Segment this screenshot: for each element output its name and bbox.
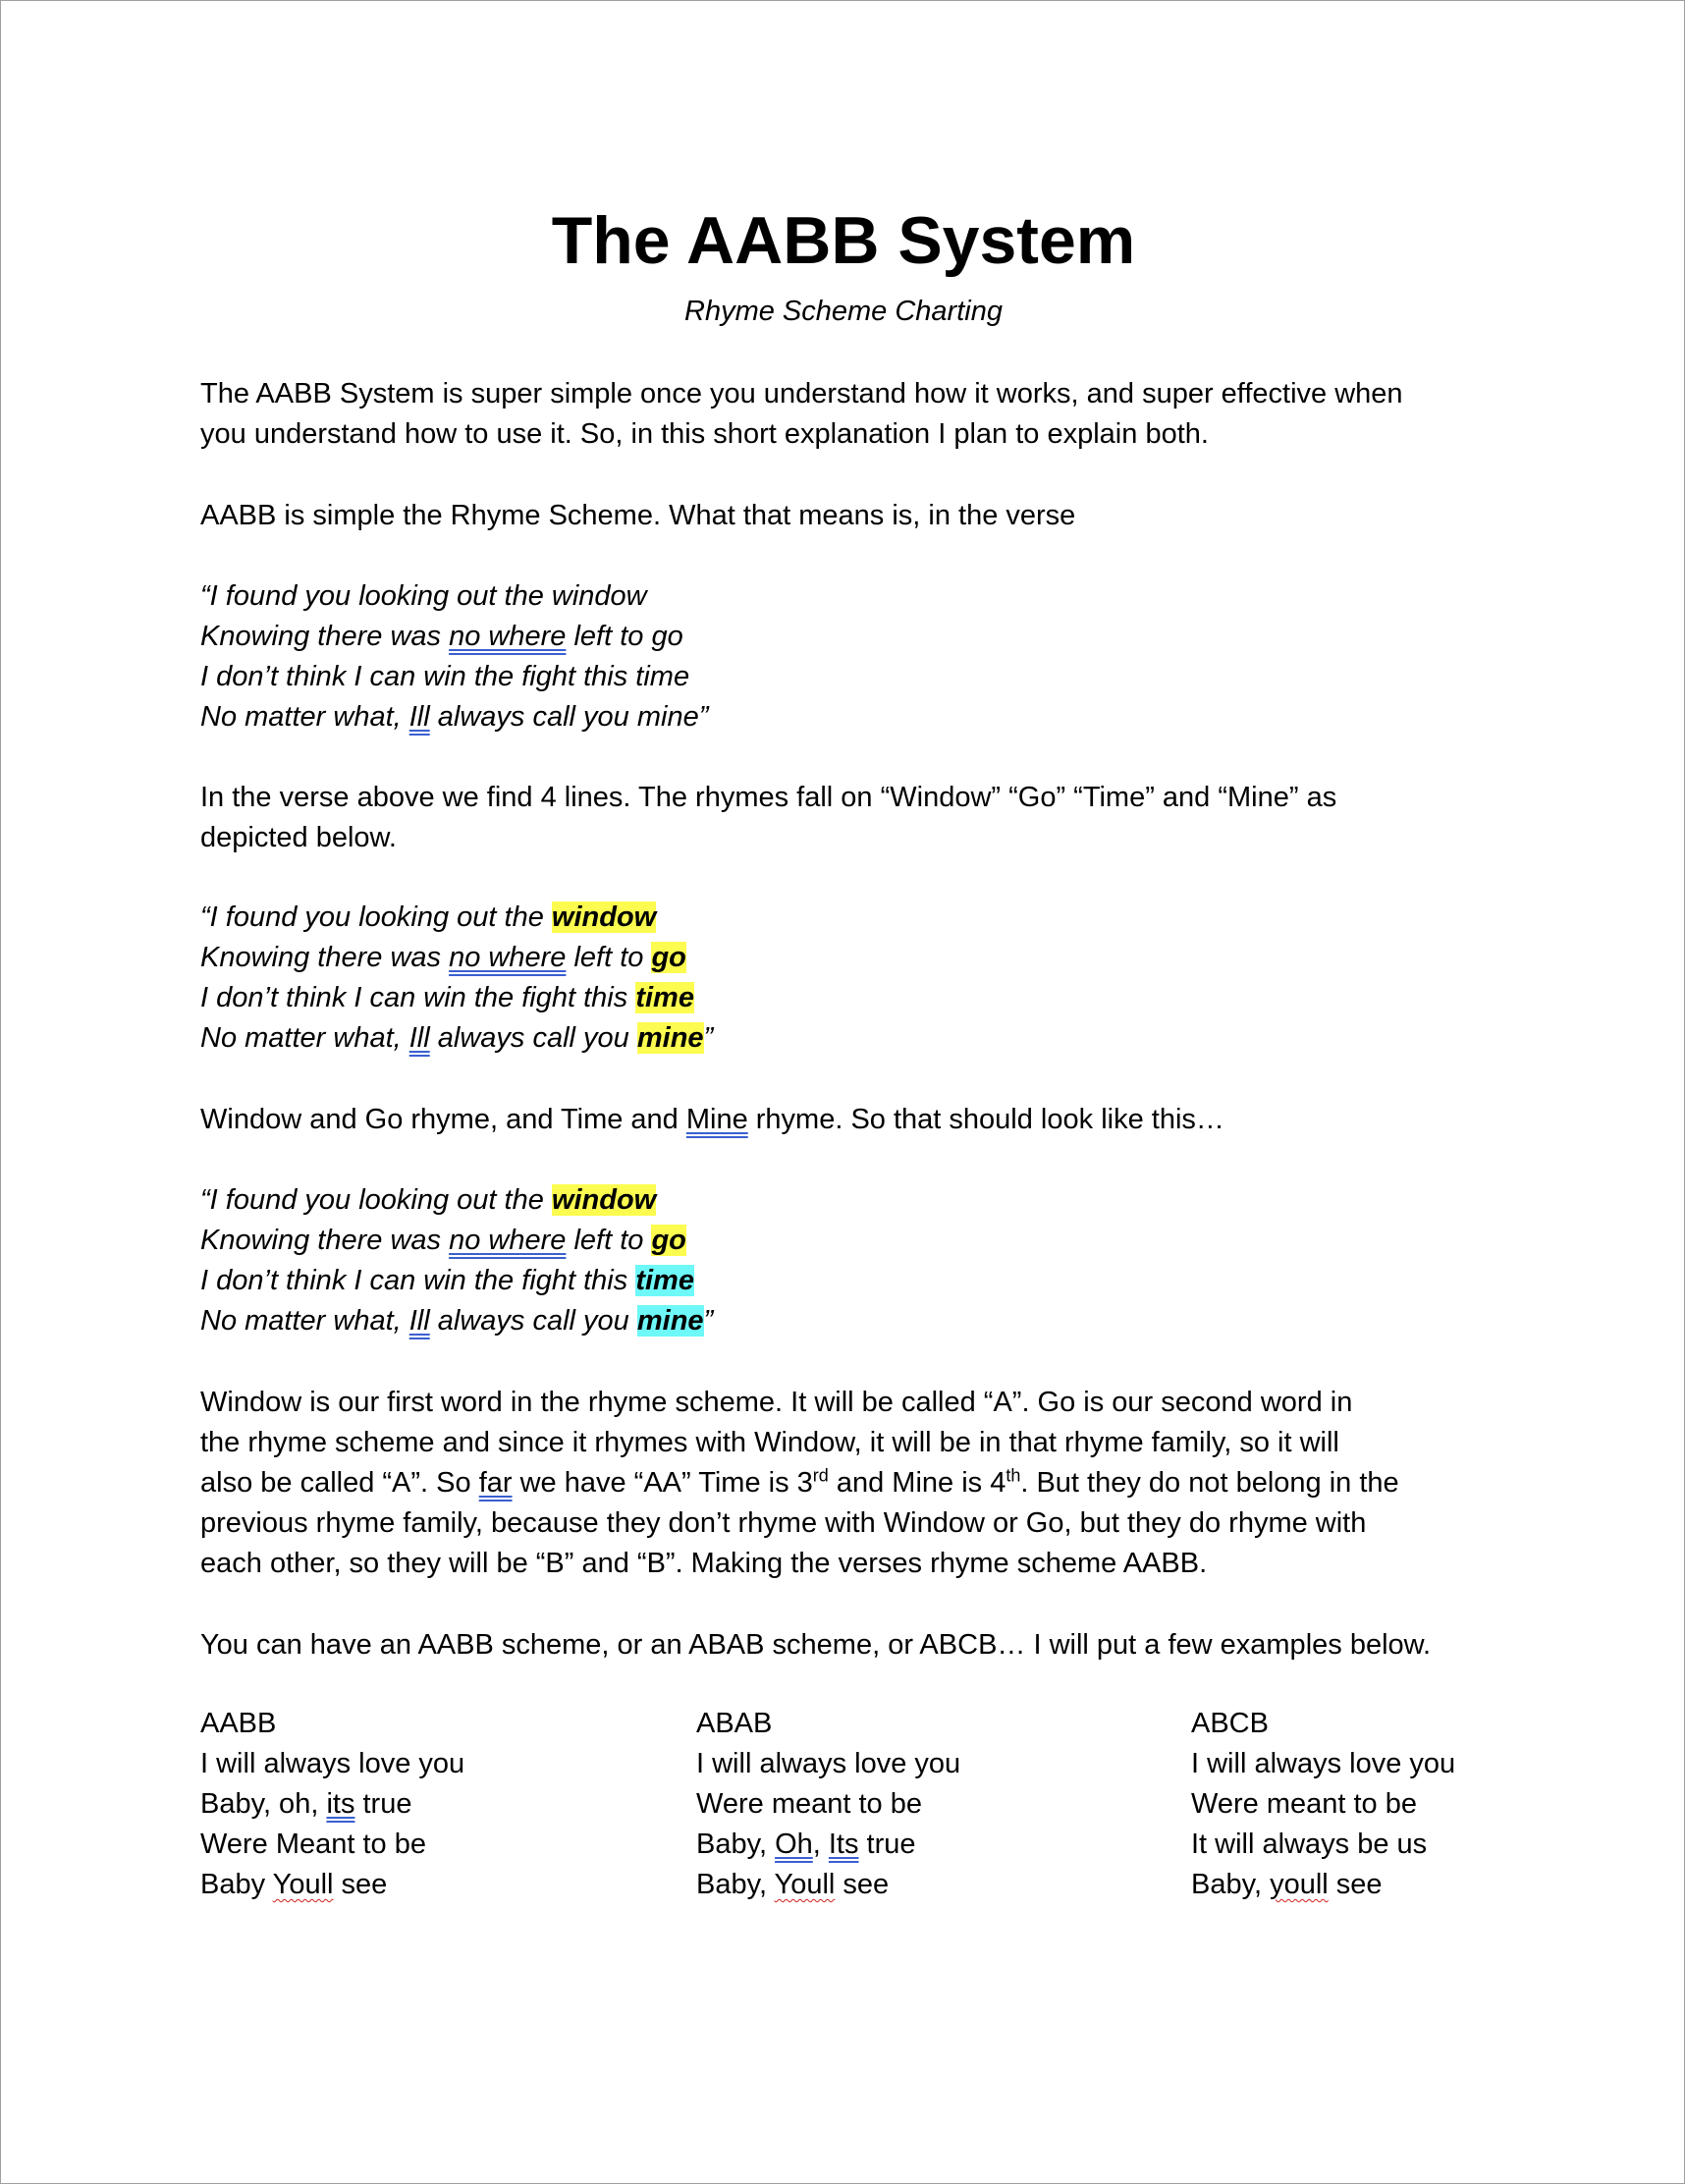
superscript: rd bbox=[812, 1465, 829, 1486]
text-run: No matter what, bbox=[200, 1305, 409, 1337]
text-run: left to bbox=[566, 1225, 652, 1256]
grammar-underlined-text: no where bbox=[449, 621, 567, 652]
text-line bbox=[200, 1423, 1399, 1463]
text-run: I will always love you bbox=[696, 1748, 961, 1779]
verse-color-coded bbox=[200, 1180, 713, 1341]
text-run: Knowing there was bbox=[200, 1225, 450, 1256]
document-subtitle: Rhyme Scheme Charting bbox=[684, 296, 1003, 327]
grammar-underlined-text: Mine bbox=[685, 1104, 748, 1135]
text-run: . But they do not belong in the bbox=[1020, 1467, 1399, 1499]
text-line bbox=[200, 818, 1336, 858]
text-run: left to go bbox=[566, 621, 683, 652]
text-run: see bbox=[835, 1869, 890, 1900]
grammar-underlined-text: Ill bbox=[408, 1022, 430, 1054]
text-line bbox=[200, 1261, 713, 1301]
text-run: you understand how to use it. So, in this short explanation I plan to explain both. bbox=[200, 418, 1209, 450]
text-run: depicted below. bbox=[200, 822, 397, 853]
text-line bbox=[200, 374, 1403, 414]
text-run: AABB is simple the Rhyme Scheme. What that means is, in the verse bbox=[200, 500, 1076, 531]
spelling-error-text: Youll bbox=[272, 1869, 334, 1900]
text-run: previous rhyme family, because they don’t rhyme with Window or Go, but they do rhyme with bbox=[200, 1507, 1367, 1539]
text-run: No matter what, bbox=[200, 1022, 409, 1054]
text-run: Baby, bbox=[1191, 1869, 1271, 1900]
highlighted-rhyme-a: window bbox=[551, 1184, 657, 1216]
grammar-underlined-text: Ill bbox=[408, 701, 430, 733]
spelling-error-text: youll bbox=[1270, 1869, 1329, 1900]
text-run: In the verse above we find 4 lines. The rhymes fall on “Window” “Go” “Time” and “Mine” as bbox=[200, 782, 1337, 813]
text-run: Baby bbox=[200, 1869, 273, 1900]
definition-paragraph bbox=[200, 496, 1075, 536]
superscript: th bbox=[1006, 1465, 1021, 1486]
text-run: Were meant to be bbox=[1191, 1788, 1417, 1820]
text-line bbox=[200, 978, 713, 1018]
text-line bbox=[200, 1865, 464, 1905]
text-line bbox=[200, 1221, 713, 1261]
text-run: ABCB bbox=[1191, 1708, 1269, 1739]
text-run: I will always love you bbox=[200, 1748, 465, 1779]
text-line bbox=[200, 1463, 1399, 1503]
text-line bbox=[200, 414, 1403, 455]
spelling-error-text: Youll bbox=[774, 1869, 836, 1900]
grammar-underlined-text: far bbox=[478, 1467, 513, 1499]
example-column bbox=[200, 1704, 464, 1905]
text-line bbox=[200, 938, 713, 978]
text-run: Knowing there was bbox=[200, 942, 450, 973]
text-run: rhyme. So that should look like this… bbox=[747, 1104, 1224, 1135]
text-run: Baby, oh, bbox=[200, 1788, 327, 1820]
explanation-paragraph bbox=[200, 1383, 1399, 1584]
text-run: , bbox=[812, 1829, 829, 1860]
text-run: Window is our first word in the rhyme scheme. It will be called “A”. Go is our second word in bbox=[200, 1387, 1353, 1418]
text-run: ” bbox=[703, 1022, 714, 1054]
text-run: Were Meant to be bbox=[200, 1829, 426, 1860]
text-run: see bbox=[333, 1869, 388, 1900]
examples-intro-paragraph bbox=[200, 1625, 1431, 1665]
text-run: each other, so they will be “B” and “B”. Making the verses rhyme scheme AABB. bbox=[200, 1548, 1208, 1579]
text-line bbox=[200, 898, 713, 938]
text-line bbox=[200, 1625, 1431, 1665]
text-line bbox=[200, 1180, 713, 1221]
verse-plain bbox=[200, 576, 708, 737]
text-run: the rhyme scheme and since it rhymes with Window, it will be in that rhyme family, so it will bbox=[200, 1427, 1339, 1458]
text-line bbox=[1191, 1865, 1455, 1905]
highlighted-rhyme-b: time bbox=[635, 1265, 694, 1296]
text-run: I don’t think I can win the fight this time bbox=[200, 661, 690, 692]
verse-highlighted bbox=[200, 898, 713, 1059]
text-run: No matter what, bbox=[200, 701, 409, 733]
text-run: I don’t think I can win the fight this bbox=[200, 982, 636, 1013]
text-line bbox=[696, 1825, 960, 1865]
text-run: “I found you looking out the window bbox=[200, 580, 647, 612]
highlighted-rhyme-b: mine bbox=[636, 1305, 704, 1337]
text-line bbox=[200, 1018, 713, 1059]
text-line bbox=[696, 1704, 960, 1744]
text-run: Baby, bbox=[696, 1869, 775, 1900]
verse-analysis-paragraph bbox=[200, 778, 1336, 858]
text-line bbox=[696, 1784, 960, 1825]
text-run: Were meant to be bbox=[696, 1788, 922, 1820]
grammar-underlined-text: no where bbox=[449, 1225, 567, 1256]
text-line bbox=[1191, 1704, 1455, 1744]
text-line bbox=[1191, 1825, 1455, 1865]
text-run: I don’t think I can win the fight this bbox=[200, 1265, 636, 1296]
text-line bbox=[200, 496, 1075, 536]
text-run: Baby, bbox=[696, 1829, 776, 1860]
text-run: left to bbox=[566, 942, 652, 973]
text-line bbox=[200, 697, 708, 737]
text-run: It will always be us bbox=[1191, 1829, 1428, 1860]
rhyme-pairs-paragraph bbox=[200, 1100, 1224, 1140]
text-run: The AABB System is super simple once you understand how it works, and super effective when bbox=[200, 378, 1403, 410]
text-run: we have “AA” Time is 3 bbox=[512, 1467, 813, 1499]
text-line bbox=[1191, 1744, 1455, 1784]
text-line bbox=[200, 1784, 464, 1825]
text-line bbox=[200, 1544, 1399, 1584]
grammar-underlined-text: Its bbox=[828, 1829, 859, 1860]
text-run: always call you bbox=[429, 1305, 637, 1337]
text-run: always call you bbox=[429, 1022, 637, 1054]
text-run: always call you mine” bbox=[429, 701, 709, 733]
grammar-underlined-text: Ill bbox=[408, 1305, 430, 1337]
text-line bbox=[200, 1825, 464, 1865]
grammar-underlined-text: Oh bbox=[775, 1829, 813, 1860]
text-line bbox=[1191, 1784, 1455, 1825]
text-run: AABB bbox=[200, 1708, 277, 1739]
text-line bbox=[200, 1503, 1399, 1544]
highlighted-rhyme-a: go bbox=[651, 942, 686, 973]
text-run: true bbox=[858, 1829, 916, 1860]
text-run: true bbox=[354, 1788, 412, 1820]
text-line bbox=[200, 1301, 713, 1341]
text-line bbox=[696, 1744, 960, 1784]
example-column bbox=[1191, 1704, 1455, 1905]
text-line bbox=[200, 1383, 1399, 1423]
text-run: “I found you looking out the bbox=[200, 901, 552, 933]
text-run: I will always love you bbox=[1191, 1748, 1456, 1779]
text-line bbox=[200, 1744, 464, 1784]
highlighted-rhyme-a: window bbox=[551, 901, 657, 933]
text-run: also be called “A”. So bbox=[200, 1467, 479, 1499]
highlighted-rhyme-a: mine bbox=[636, 1022, 704, 1054]
text-line bbox=[696, 1865, 960, 1905]
text-line bbox=[200, 1704, 464, 1744]
document-title: The AABB System bbox=[551, 203, 1136, 278]
text-line bbox=[200, 778, 1336, 818]
text-line bbox=[200, 617, 708, 657]
grammar-underlined-text: its bbox=[326, 1788, 355, 1820]
text-line bbox=[200, 1100, 1224, 1140]
highlighted-rhyme-a: time bbox=[635, 982, 694, 1013]
text-run: Window and Go rhyme, and Time and bbox=[200, 1104, 686, 1135]
text-run: ABAB bbox=[696, 1708, 773, 1739]
example-column bbox=[696, 1704, 960, 1905]
text-run: “I found you looking out the bbox=[200, 1184, 552, 1216]
grammar-underlined-text: no where bbox=[449, 942, 567, 973]
text-run: and Mine is 4 bbox=[828, 1467, 1006, 1499]
text-line bbox=[200, 657, 708, 697]
text-run: You can have an AABB scheme, or an ABAB scheme, or ABCB… I will put a few examples below. bbox=[200, 1629, 1432, 1661]
text-run: see bbox=[1328, 1869, 1383, 1900]
intro-paragraph bbox=[200, 374, 1403, 455]
text-run: Knowing there was bbox=[200, 621, 450, 652]
text-line bbox=[200, 576, 708, 617]
highlighted-rhyme-a: go bbox=[651, 1225, 686, 1256]
text-run: ” bbox=[703, 1305, 714, 1337]
